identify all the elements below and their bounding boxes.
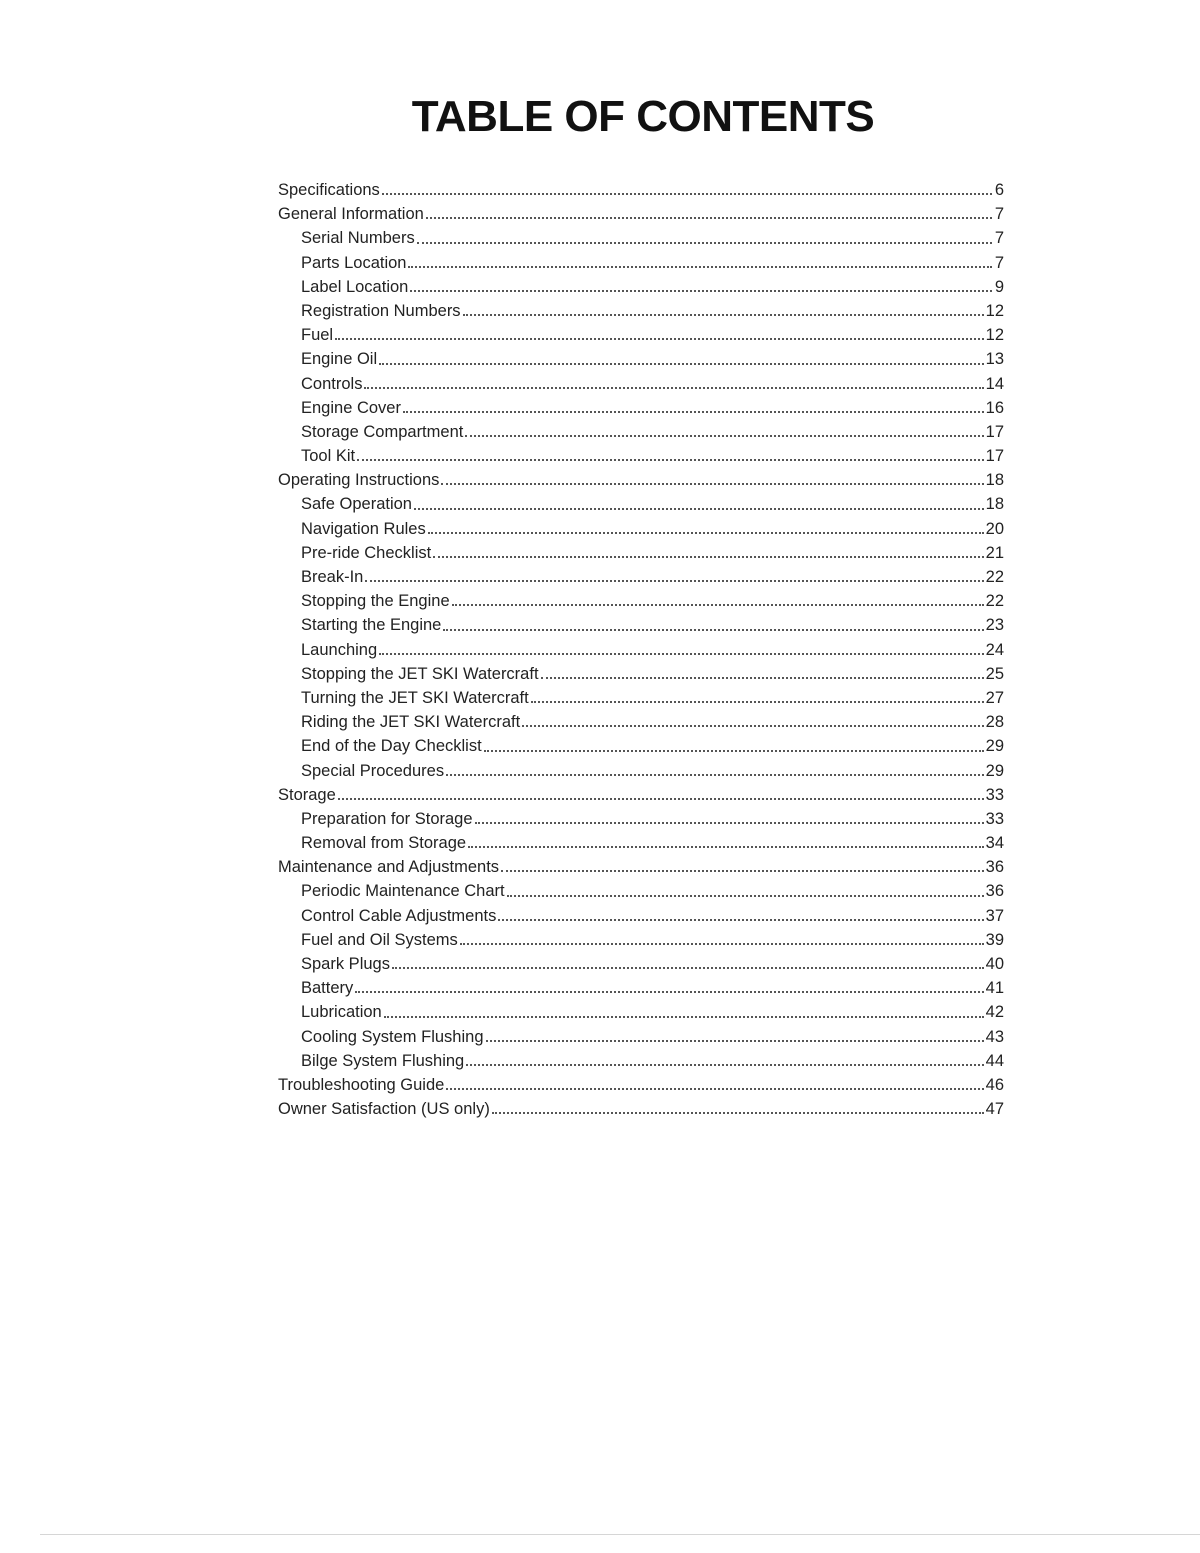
toc-entry bbox=[278, 178, 1004, 202]
dot-leader bbox=[465, 420, 983, 444]
dot-leader bbox=[475, 807, 984, 831]
toc-entry-page-number: 7 bbox=[994, 205, 1004, 224]
toc-entry-label: Periodic Maintenance Chart bbox=[301, 882, 505, 901]
toc-entry-label: Starting the Engine bbox=[301, 616, 442, 635]
toc-entry-page-number: 17 bbox=[985, 447, 1004, 466]
toc-entry bbox=[278, 1000, 1004, 1024]
toc-entry-label: Launching bbox=[301, 640, 378, 659]
toc-entry-label: End of the Day Checklist bbox=[301, 737, 482, 756]
toc-entry-page-number: 17 bbox=[985, 422, 1004, 441]
toc-entry-label: Engine Oil bbox=[301, 350, 378, 369]
toc-entry-label: Bilge System Flushing bbox=[301, 1051, 465, 1070]
dot-leader bbox=[335, 323, 984, 347]
table-of-contents bbox=[278, 178, 1004, 1121]
toc-entry bbox=[278, 831, 1004, 855]
dot-leader bbox=[446, 759, 984, 783]
toc-entry bbox=[278, 807, 1004, 831]
toc-entry-label: Specifications bbox=[278, 181, 380, 199]
toc-entry-page-number: 23 bbox=[985, 616, 1004, 635]
page-title: TABLE OF CONTENTS bbox=[411, 92, 875, 141]
dot-leader bbox=[486, 1025, 984, 1049]
dot-leader bbox=[382, 178, 992, 202]
dot-leader bbox=[379, 638, 983, 662]
toc-entry bbox=[278, 323, 1004, 347]
dot-leader bbox=[355, 976, 983, 1000]
toc-entry-label: Cooling System Flushing bbox=[301, 1027, 484, 1046]
toc-entry bbox=[278, 226, 1004, 250]
page-bottom-rule bbox=[40, 1534, 1200, 1535]
toc-entry-label: Storage Compartment bbox=[301, 422, 464, 441]
toc-entry-page-number: 46 bbox=[985, 1075, 1004, 1094]
dot-leader bbox=[392, 952, 984, 976]
toc-entry-page-number: 47 bbox=[985, 1100, 1004, 1119]
toc-entry-label: Lubrication bbox=[301, 1003, 382, 1022]
toc-entry-label: Operating Instructions bbox=[278, 471, 440, 490]
toc-entry-label: Pre-ride Checklist bbox=[301, 543, 432, 562]
toc-entry-label: General Information bbox=[278, 205, 424, 224]
toc-entry bbox=[278, 275, 1004, 299]
dot-leader bbox=[379, 347, 984, 371]
toc-entry bbox=[278, 517, 1004, 541]
toc-entry-page-number: 18 bbox=[985, 471, 1004, 490]
toc-entry bbox=[278, 638, 1004, 662]
dot-leader bbox=[357, 444, 984, 468]
toc-entry-page-number: 18 bbox=[985, 495, 1004, 514]
dot-leader bbox=[452, 589, 984, 613]
dot-leader bbox=[492, 1097, 984, 1121]
dot-leader bbox=[446, 1073, 983, 1097]
toc-entry-page-number: 6 bbox=[994, 181, 1004, 199]
toc-entry bbox=[278, 396, 1004, 420]
toc-entry-page-number: 7 bbox=[994, 229, 1004, 248]
dot-leader bbox=[484, 734, 984, 758]
toc-entry-label: Stopping the Engine bbox=[301, 592, 450, 611]
toc-entry-page-number: 28 bbox=[985, 713, 1004, 732]
dot-leader bbox=[541, 662, 984, 686]
toc-entry-page-number: 27 bbox=[985, 688, 1004, 707]
dot-leader bbox=[443, 613, 983, 637]
toc-entry-label: Serial Numbers bbox=[301, 229, 415, 248]
toc-entry-label: Preparation for Storage bbox=[301, 809, 473, 828]
toc-entry-label: Navigation Rules bbox=[301, 519, 426, 538]
toc-entry-label: Fuel and Oil Systems bbox=[301, 930, 458, 949]
toc-entry bbox=[278, 589, 1004, 613]
toc-entry-label: Stopping the JET SKI Watercraft bbox=[301, 664, 539, 683]
dot-leader bbox=[428, 517, 984, 541]
dot-leader bbox=[498, 904, 983, 928]
dot-leader bbox=[466, 1049, 983, 1073]
dot-leader bbox=[365, 565, 983, 589]
toc-entry-label: Controls bbox=[301, 374, 363, 393]
toc-entry bbox=[278, 541, 1004, 565]
toc-entry-page-number: 39 bbox=[985, 930, 1004, 949]
toc-entry-page-number: 41 bbox=[985, 979, 1004, 998]
toc-entry bbox=[278, 372, 1004, 396]
dot-leader bbox=[433, 541, 983, 565]
toc-entry bbox=[278, 299, 1004, 323]
toc-entry bbox=[278, 976, 1004, 1000]
dot-leader bbox=[403, 396, 984, 420]
toc-entry bbox=[278, 783, 1004, 807]
toc-entry-label: Fuel bbox=[301, 326, 334, 345]
toc-entry bbox=[278, 928, 1004, 952]
toc-entry-label: Owner Satisfaction (US only) bbox=[278, 1100, 490, 1119]
toc-entry-label: Removal from Storage bbox=[301, 834, 467, 853]
toc-entry bbox=[278, 952, 1004, 976]
toc-entry-page-number: 24 bbox=[985, 640, 1004, 659]
dot-leader bbox=[410, 275, 992, 299]
toc-entry-page-number: 33 bbox=[985, 809, 1004, 828]
toc-entry-page-number: 25 bbox=[985, 664, 1004, 683]
dot-leader bbox=[364, 372, 983, 396]
toc-entry bbox=[278, 759, 1004, 783]
toc-entry-page-number: 42 bbox=[985, 1003, 1004, 1022]
toc-entry-label: Turning the JET SKI Watercraft bbox=[301, 688, 529, 707]
toc-entry-page-number: 21 bbox=[985, 543, 1004, 562]
toc-entry-page-number: 34 bbox=[985, 834, 1004, 853]
toc-entry-page-number: 7 bbox=[994, 253, 1004, 272]
toc-entry-label: Special Procedures bbox=[301, 761, 445, 780]
toc-entry-label: Label Location bbox=[301, 277, 409, 296]
toc-entry bbox=[278, 686, 1004, 710]
dot-leader bbox=[501, 855, 984, 879]
toc-entry-page-number: 12 bbox=[985, 301, 1004, 320]
dot-leader bbox=[441, 468, 983, 492]
toc-entry-page-number: 33 bbox=[985, 785, 1004, 804]
toc-entry-page-number: 12 bbox=[985, 326, 1004, 345]
toc-entry-page-number: 36 bbox=[985, 858, 1004, 877]
toc-entry bbox=[278, 492, 1004, 516]
toc-entry-page-number: 44 bbox=[985, 1051, 1004, 1070]
dot-leader bbox=[507, 879, 984, 903]
toc-entry-page-number: 40 bbox=[985, 955, 1004, 973]
toc-entry-page-number: 36 bbox=[985, 882, 1004, 901]
toc-entry-page-number: 37 bbox=[985, 906, 1004, 925]
dot-leader bbox=[460, 928, 984, 952]
toc-entry-page-number: 43 bbox=[985, 1027, 1004, 1046]
toc-entry bbox=[278, 734, 1004, 758]
toc-entry-label: Spark Plugs bbox=[301, 955, 390, 973]
toc-entry-label: Engine Cover bbox=[301, 398, 401, 417]
toc-entry bbox=[278, 565, 1004, 589]
toc-entry-page-number: 16 bbox=[985, 398, 1004, 417]
dot-leader bbox=[426, 202, 992, 226]
toc-entry bbox=[278, 1025, 1004, 1049]
dot-leader bbox=[522, 710, 983, 734]
dot-leader bbox=[384, 1000, 984, 1024]
toc-entry-page-number: 13 bbox=[985, 350, 1004, 369]
dot-leader bbox=[463, 299, 984, 323]
toc-entry-page-number: 29 bbox=[985, 737, 1004, 756]
toc-entry bbox=[278, 613, 1004, 637]
toc-entry-page-number: 22 bbox=[985, 592, 1004, 611]
toc-entry-page-number: 9 bbox=[994, 277, 1004, 296]
dot-leader bbox=[417, 226, 992, 250]
dot-leader bbox=[408, 251, 992, 275]
toc-entry-page-number: 29 bbox=[985, 761, 1004, 780]
toc-entry-page-number: 14 bbox=[985, 374, 1004, 393]
toc-entry-label: Tool Kit bbox=[301, 447, 356, 466]
toc-entry bbox=[278, 251, 1004, 275]
toc-entry bbox=[278, 444, 1004, 468]
toc-entry-label: Parts Location bbox=[301, 253, 407, 272]
toc-entry bbox=[278, 420, 1004, 444]
toc-entry bbox=[278, 347, 1004, 371]
toc-entry bbox=[278, 855, 1004, 879]
toc-entry bbox=[278, 202, 1004, 226]
toc-entry-page-number: 20 bbox=[985, 519, 1004, 538]
toc-entry bbox=[278, 1049, 1004, 1073]
toc-entry-label: Safe Operation bbox=[301, 495, 412, 514]
toc-entry-label: Break-In bbox=[301, 568, 364, 586]
toc-entry bbox=[278, 468, 1004, 492]
toc-entry bbox=[278, 1073, 1004, 1097]
toc-entry bbox=[278, 1097, 1004, 1121]
toc-entry-label: Storage bbox=[278, 785, 336, 804]
toc-entry-page-number: 22 bbox=[985, 568, 1004, 586]
toc-entry-label: Riding the JET SKI Watercraft bbox=[301, 713, 521, 732]
dot-leader bbox=[414, 492, 984, 516]
dot-leader bbox=[531, 686, 984, 710]
toc-entry-label: Registration Numbers bbox=[301, 301, 461, 320]
toc-entry bbox=[278, 662, 1004, 686]
dot-leader bbox=[468, 831, 984, 855]
toc-entry bbox=[278, 710, 1004, 734]
toc-entry bbox=[278, 904, 1004, 928]
dot-leader bbox=[338, 783, 984, 807]
toc-entry-label: Battery bbox=[301, 979, 354, 998]
toc-entry-label: Troubleshooting Guide bbox=[278, 1075, 445, 1094]
toc-entry-label: Control Cable Adjustments bbox=[301, 906, 497, 925]
toc-entry-label: Maintenance and Adjustments bbox=[278, 858, 500, 877]
toc-entry bbox=[278, 879, 1004, 903]
